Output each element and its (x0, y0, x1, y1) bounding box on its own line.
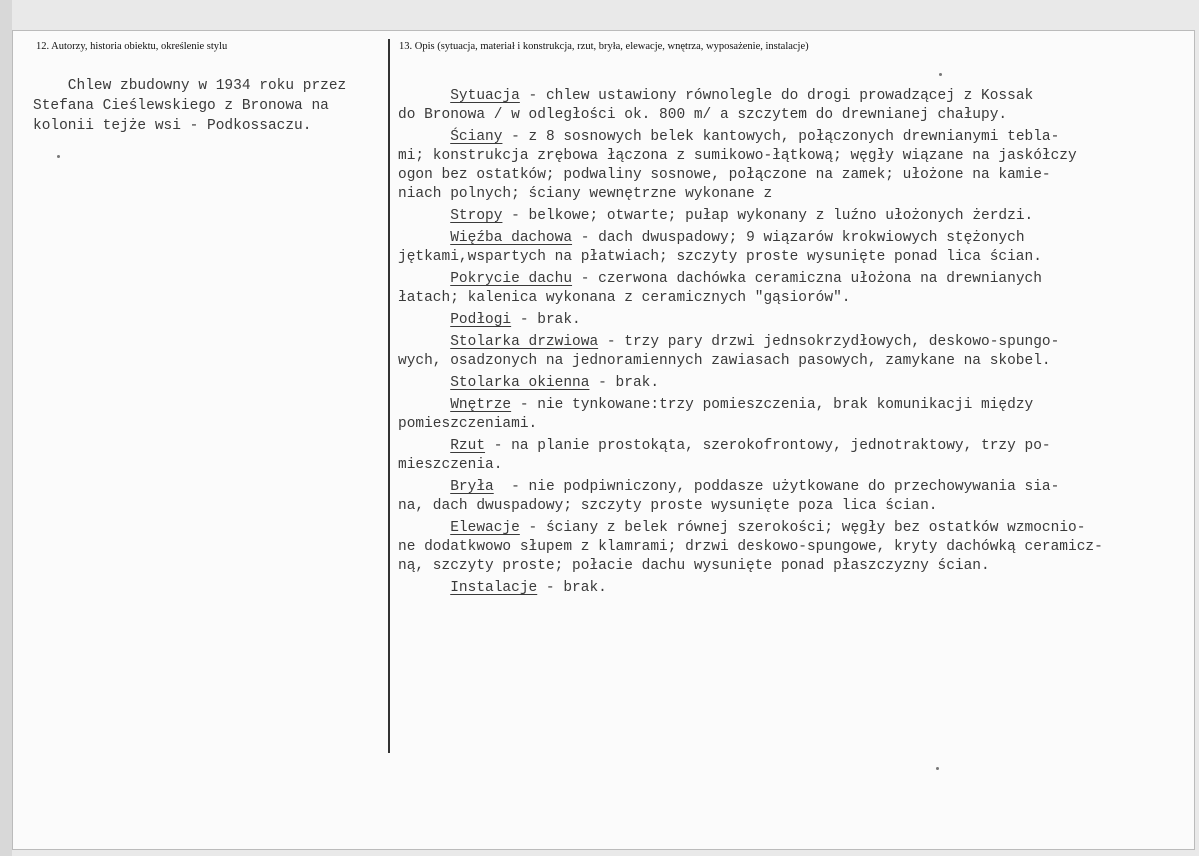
ink-speck (939, 73, 942, 76)
section-label: Więźba dachowa (450, 230, 573, 246)
section-label: Sytuacja (450, 88, 520, 104)
section-roofing: Pokrycie dachu - czerwona dachówka ceramiczna ułożona na drewnianych łatach; kalenica wykonana z ceramicznych "gąsiorów". (398, 271, 1042, 306)
section-label: Ściany (450, 129, 503, 145)
document-sheet (12, 30, 1195, 850)
section-label: Stolarka okienna (450, 375, 590, 391)
right-column-header: 13. Opis (sytuacja, materiał i konstrukcja, rzut, bryła, elewacje, wnętrza, wyposażenie, instalacje) (399, 41, 809, 52)
column-divider (388, 39, 390, 753)
section-situation: Sytuacja - chlew ustawiony równolegle do drogi prowadzącej z Kossak do Bronowa / w odległości ok. 800 m/ a szczytem do drewnianej chałupy. (398, 88, 1034, 123)
section-label: Stolarka drzwiowa (450, 334, 599, 350)
history-text: Chlew zbudowny w 1934 roku przez Stefana Cieślewskiego z Bronowa na kolonii tejże wsi - Podkossaczu. (33, 78, 347, 134)
section-label: Stropy (450, 208, 503, 224)
section-floors: Podłogi - brak. (450, 312, 581, 328)
section-label: Podłogi (450, 312, 512, 328)
section-ceilings: Stropy - belkowe; otwarte; pułap wykonany z luźno ułożonych żerdzi. (450, 208, 1034, 224)
section-label: Wnętrze (450, 397, 512, 413)
section-interior: Wnętrze - nie tynkowane:trzy pomieszczenia, brak komunikacji między pomieszczeniami. (398, 397, 1034, 432)
section-roof-truss: Więźba dachowa - dach dwuspadowy; 9 wiązarów krokwiowych stężonych jętkami,wspartych na płatwiach; szczyty proste wysunięte ponad lica ścian. (398, 230, 1042, 265)
section-label: Elewacje (450, 520, 520, 536)
scan-edge (0, 0, 12, 856)
section-massing: Bryła - nie podpiwniczony, poddasze użytkowane do przechowywania sia- na, dach dwuspadowy; szczyty proste wysunięte poza lica ścian. (398, 479, 1060, 514)
section-installations: Instalacje - brak. (450, 580, 607, 596)
section-plan: Rzut - na planie prostokąta, szerokofrontowy, jednotraktowy, trzy po- mieszczenia. (398, 438, 1051, 473)
description-body (398, 87, 1188, 601)
section-label: Instalacje (450, 580, 538, 596)
section-label: Bryła (450, 479, 494, 495)
section-doors: Stolarka drzwiowa - trzy pary drzwi jednsokrzydłowych, deskowo-spungo- wych, osadzonych na jednoramiennych zawiasach pasowych, zamykane na skobel. (398, 334, 1060, 369)
section-elevations: Elewacje - ściany z belek równej szerokości; węgły bez ostatków wzmocnio- ne dodatkwowo słupem z klamrami; drzwi deskowo-spungowe, kryty dachówką ceramicz- ną, szczyty proste; połacie dachu wysunięte ponad płaszczyzny ścian. (398, 520, 1103, 574)
section-label: Pokrycie dachu (450, 271, 573, 287)
ink-speck (57, 155, 60, 158)
section-walls: Ściany - z 8 sosnowych belek kantowych, połączonych drewnianymi tebla- mi; konstrukcja zrębowa łączona z sumikowo-łątkową; węgły wiązane na jaskółczy ogon bez ostatków; podwaliny sosnowe, połączone na zamek; ułożone na kamie- niach polnych; ściany wewnętrzne wykonane z (398, 129, 1077, 202)
left-column-header: 12. Autorzy, historia obiektu, określenie stylu (36, 41, 228, 52)
section-label: Rzut (450, 438, 486, 454)
section-windows: Stolarka okienna - brak. (450, 375, 660, 391)
ink-speck (936, 767, 939, 770)
